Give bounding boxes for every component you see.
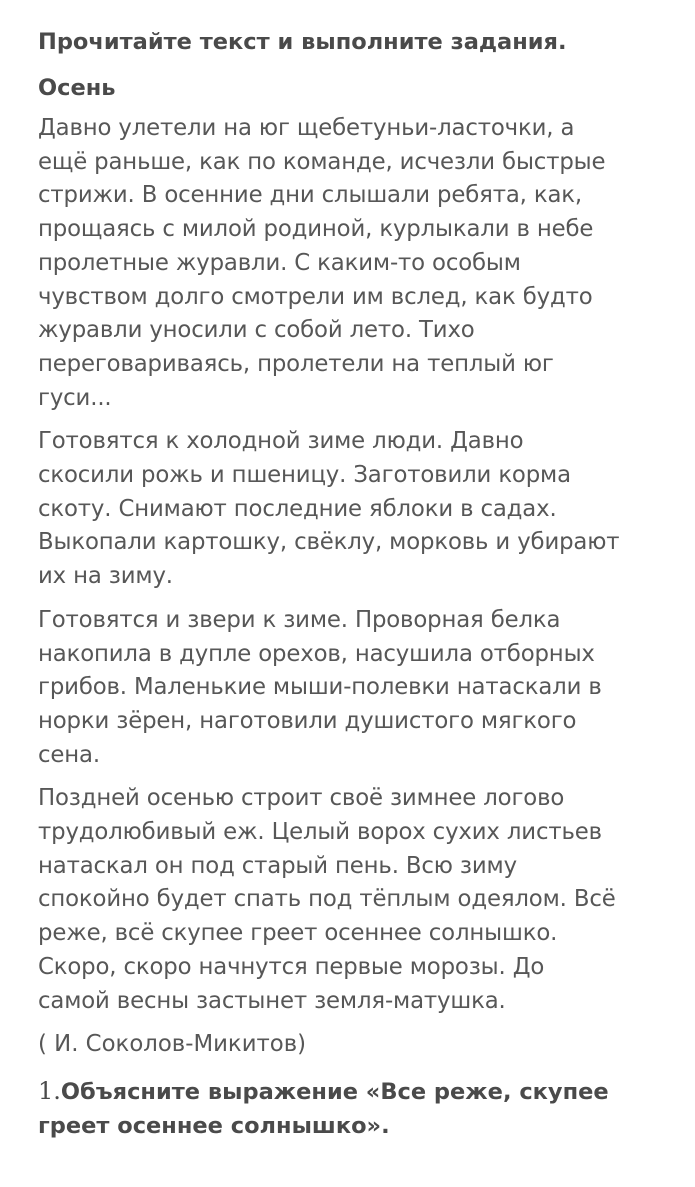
line: прощаясь с милой родиной, курлыкали в небе — [38, 216, 594, 243]
line: их на зиму. — [38, 563, 173, 590]
line: стрижи. В осенние дни слышали ребята, как, — [38, 182, 582, 209]
line: скосили рожь и пшеницу. Заготовили корма — [38, 462, 571, 489]
task-number: 1. — [38, 1076, 61, 1105]
line: ещё раньше, как по команде, исчезли быстрые — [38, 148, 606, 175]
line: трудолюбивый еж. Целый ворох сухих листьев — [38, 819, 602, 846]
line: гуси... — [38, 384, 112, 411]
line: Давно улетели на юг щебетуньи-ласточки, а — [38, 115, 575, 141]
author-attribution: ( И. Соколов-Микитов) — [38, 1031, 307, 1058]
document-page — [38, 22, 648, 1143]
paragraph-4 — [38, 782, 648, 1018]
line: Готовятся и звери к зиме. Проворная белка — [38, 606, 561, 633]
line: норки зёрен, наготовили душистого мягкого — [38, 707, 577, 734]
paragraph-1 — [38, 112, 648, 415]
line: переговариваясь, пролетели на теплый юг — [38, 350, 554, 377]
instruction-heading: Прочитайте текст и выполните задания. — [38, 29, 567, 55]
paragraph-3 — [38, 604, 648, 773]
line: спокойно будет спать под тёплым одеялом. Всё — [38, 886, 616, 913]
line: Скоро, скоро начнутся первые морозы. До — [38, 953, 545, 980]
line: Готовятся к холодной зиме люди. Давно — [38, 428, 524, 455]
line: чувством долго смотрели им вслед, как будто — [38, 283, 593, 310]
line: сена. — [38, 741, 100, 768]
line: самой весны застынет земля-матушка. — [38, 987, 506, 1014]
line: реже, всё скупее греет осеннее солнышко. — [38, 920, 558, 947]
task-text-line-1: Объясните выражение «Все реже, скупее — [60, 1078, 609, 1105]
line: пролетные журавли. С каким-то особым — [38, 249, 521, 276]
task-1 — [38, 1074, 648, 1143]
line: грибов. Маленькие мыши-полевки натаскали в — [38, 674, 602, 701]
line: накопила в дупле орехов, насушила отборных — [38, 640, 595, 667]
line: журавли уносили с собой лето. Тихо — [38, 317, 475, 344]
task-text-line-2: греет осеннее солнышко». — [38, 1112, 390, 1139]
line: Выкопали картошку, свёклу, морковь и убирают — [38, 529, 620, 556]
paragraph-2 — [38, 425, 648, 594]
text-title: Осень — [38, 75, 116, 101]
line: Поздней осенью строит своё зимнее логово — [38, 785, 565, 812]
line: натаскал он под старый пень. Всю зиму — [38, 852, 517, 879]
line: скоту. Снимают последние яблоки в садах. — [38, 495, 557, 522]
